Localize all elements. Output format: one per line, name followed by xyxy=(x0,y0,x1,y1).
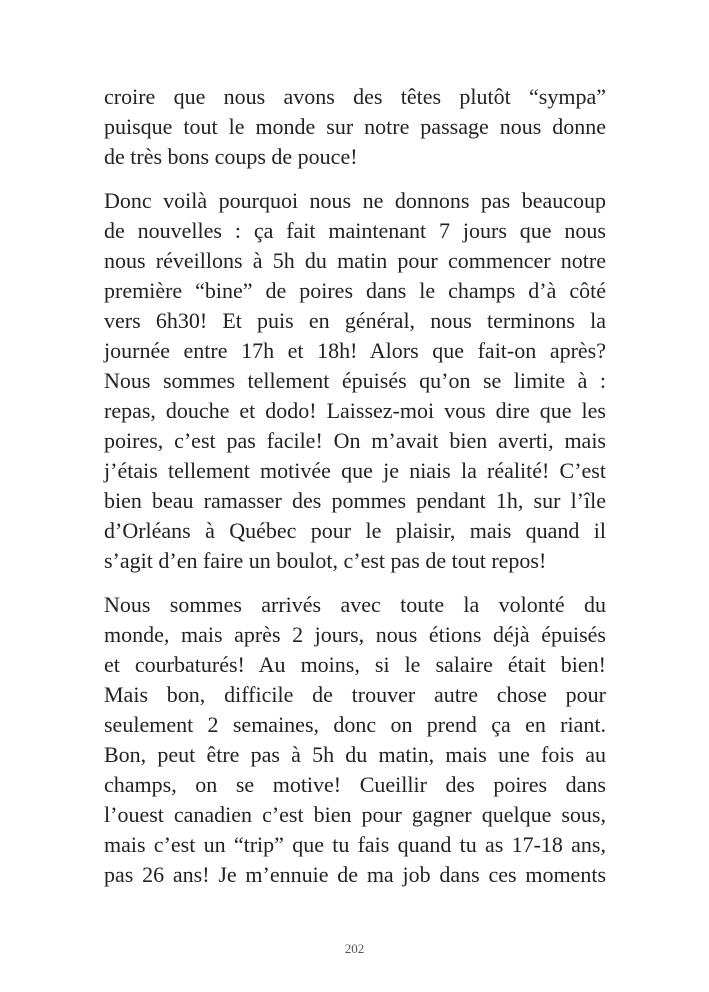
text-line: Nous sommes tellement épuisés qu’on se limite à : xyxy=(104,368,606,393)
text-line: nous réveillons à 5h du matin pour commencer notre xyxy=(104,248,606,273)
text-line: Bon, peut être pas à 5h du matin, mais une fois au xyxy=(104,742,606,767)
text-line: mais c’est un “trip” que tu fais quand tu as 17-18 ans, xyxy=(104,832,606,857)
text-line: de nouvelles : ça fait maintenant 7 jours que nous xyxy=(104,218,606,243)
body-text xyxy=(104,82,606,904)
paragraph-3 xyxy=(104,590,606,890)
text-line: première “bine” de poires dans le champs d’à côté xyxy=(104,278,606,303)
text-line: l’ouest canadien c’est bien pour gagner quelque sous, xyxy=(104,802,606,827)
text-line: champs, on se motive! Cueillir des poires dans xyxy=(104,772,606,797)
text-line: de très bons coups de pouce! xyxy=(104,144,358,169)
text-line: d’Orléans à Québec pour le plaisir, mais quand il xyxy=(104,518,606,543)
text-line: croire que nous avons des têtes plutôt “sympa” xyxy=(104,84,606,109)
page-number: 202 xyxy=(344,941,365,956)
text-line: vers 6h30! Et puis en général, nous terminons la xyxy=(104,308,606,333)
text-line: j’étais tellement motivée que je niais la réalité! C’est xyxy=(104,458,606,483)
text-line: Nous sommes arrivés avec toute la volonté du xyxy=(104,592,606,617)
text-line: puisque tout le monde sur notre passage nous donne xyxy=(104,114,606,139)
text-line: s’agit d’en faire un boulot, c’est pas de tout repos! xyxy=(104,548,547,573)
text-line: poires, c’est pas facile! On m’avait bien averti, mais xyxy=(104,428,606,453)
text-line: Donc voilà pourquoi nous ne donnons pas beaucoup xyxy=(104,188,606,213)
text-line: et courbaturés! Au moins, si le salaire était bien! xyxy=(104,652,606,677)
text-line: repas, douche et dodo! Laissez-moi vous dire que les xyxy=(104,398,606,423)
text-line: pas 26 ans! Je m’ennuie de ma job dans ces moments xyxy=(104,862,606,887)
text-line: monde, mais après 2 jours, nous étions déjà épuisés xyxy=(104,622,606,647)
text-line: journée entre 17h et 18h! Alors que fait-on après? xyxy=(104,338,606,363)
text-line: bien beau ramasser des pommes pendant 1h, sur l’île xyxy=(104,488,606,513)
paragraph-2 xyxy=(104,186,606,576)
text-line: seulement 2 semaines, donc on prend ça en riant. xyxy=(104,712,606,737)
paragraph-1 xyxy=(104,82,606,172)
text-line: Mais bon, difficile de trouver autre chose pour xyxy=(104,682,606,707)
